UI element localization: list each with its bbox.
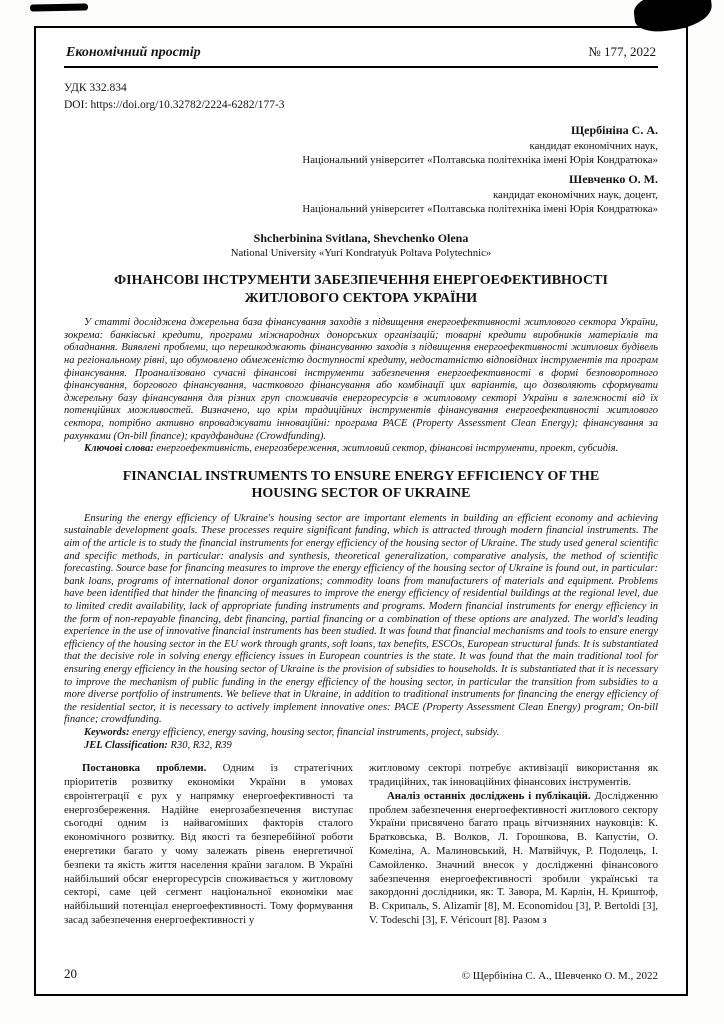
article-meta xyxy=(64,80,658,113)
paragraph xyxy=(64,762,353,928)
header-divider xyxy=(64,66,658,68)
keywords-uk-text: енергоефективність, енергозбереження, житловий сектор, фінансові інструменти, проект, субсидія. xyxy=(156,443,619,455)
column-left xyxy=(64,762,353,928)
paragraph-text: житловому секторі потребує активізації використання як традиційних, так інноваційних фінансових інструментів. xyxy=(369,762,658,788)
keywords-en xyxy=(64,727,658,740)
scan-artifact-top-right xyxy=(632,0,714,34)
author-name: Шевченко О. М. xyxy=(569,172,658,186)
author-degree: кандидат економічних наук, xyxy=(529,139,658,152)
author-entry xyxy=(64,123,658,167)
article-title-en: FINANCIAL INSTRUMENTS TO ENSURE ENERGY EFFICIENCY OF THE HOUSING SECTOR OF UKRAINE xyxy=(122,468,600,502)
doi-line: DOI: https://doi.org/10.32782/2224-6282/177-3 xyxy=(64,98,285,111)
paragraph xyxy=(369,790,658,928)
body-columns xyxy=(64,762,658,928)
journal-header xyxy=(64,42,658,61)
udc-code: УДК 332.834 xyxy=(64,82,127,94)
authors-block-en xyxy=(64,231,658,261)
page-number: 20 xyxy=(64,966,77,981)
authors-block-uk xyxy=(64,123,658,220)
authors-en-names: Shcherbinina Svitlana, Shevchenko Olena xyxy=(253,230,469,245)
author-degree: кандидат економічних наук, доцент, xyxy=(492,188,658,201)
paragraph-lead: Аналіз останніх досліджень і публікацій. xyxy=(387,789,591,802)
jel-line xyxy=(64,740,658,753)
journal-title: Економічний простір xyxy=(66,45,201,60)
keywords-uk-label: Ключові слова: xyxy=(84,443,154,455)
author-affiliation: Національний університет «Полтавська політехніка імені Юрія Кондратюка» xyxy=(302,153,658,166)
page-border xyxy=(34,26,688,996)
keywords-uk xyxy=(64,443,658,456)
paragraph-text: Одним із стратегічних пріоритетів розвитку економіки України в умовах євроінтеграції є рух у напрямку енергоефективності та енергозбереження. Надійне енергозабезпечення виступає сьогодні одним із найвагоміших факторів сталого економічного розвитку. Від якості та безперебійної роботи енергетики багато у чому залежать рівень енергетичної безпеки та якість життя населення країни загалом. В Україні найбільший обсяг енергоресурсів споживається у житловому секторі, саме цей сегмент національної економіки має найбільший потенціал енергоефективності. Тому формування засад забезпечення енергоефективності у xyxy=(64,762,353,927)
abstract-en xyxy=(64,513,658,752)
keywords-en-text: energy efficiency, energy saving, housing sector, financial instruments, project, subsidy. xyxy=(132,726,500,738)
authors-en-affiliation: National University «Yuri Kondratyuk Poltava Polytechnic» xyxy=(230,247,492,260)
author-entry xyxy=(64,172,658,216)
abstract-uk xyxy=(64,317,658,456)
keywords-en-label: Keywords: xyxy=(84,726,130,738)
copyright-notice: © Щербініна С. А., Шевченко О. М., 2022 xyxy=(461,970,658,982)
paragraph xyxy=(369,762,658,790)
abstract-en-text: Ensuring the energy efficiency of Ukraine's housing sector are important elements in building an efficient economy and achieving sustainable development goals. These processes require significant funding, which is attracted through modern financial instruments. The aim of the article is to study the financial instruments for energy efficiency of the housing sector of Ukraine. The study used general scientific and specific methods, in particular: analysis and synthesis, theoretical generalization, comparative analysis, the method of scientific forecasting. Source base for financing measures to improve the energy efficiency of the housing sector of Ukraine is found out, in particular: bank loans, programs of international donor organizations; commodity loans from manufacturers of materials and equipment. Problems have been identified that hinder the financing of measures to improve the energy efficiency of residential buildings at the regional level, due to limited credit availability, lack of appropriate funding instruments and programs. Modern financial instruments for energy efficiency in the form of non-repayable financing, debt financing, partial financing or a combination of these options are analyzed. The world's leading experience in the use of innovative financial instruments has been studied. It was found that financial mechanisms and tools to ensure energy efficiency of the housing sector in the EU work through grants, soft loans, tax benefits, ESCOs, European structural funds. It is substantiated that the decisive role in solving energy efficiency issues in European countries is the state. It was found that the main traditional tool for ensuring energy efficiency in the housing sector of Ukraine is the provision of subsidies to households. It is substantiated that it is necessary to improve the mechanism of public funding in the energy efficiency of the housing sector, in particular the transition from subsidies to a more diverse portfolio of instruments. We believe that in Ukraine, in addition to traditional instruments for financing the energy efficiency of the residential sector, it is necessary to actively implement innovative ones: PACE (Property Assessment Clean Energy) program; On-bill finance; crowdfunding. xyxy=(64,512,658,726)
scan-artifact-top-left xyxy=(30,3,88,11)
author-name: Щербініна С. А. xyxy=(570,123,658,138)
paragraph-lead: Постановка проблеми. xyxy=(82,762,207,775)
jel-label: JEL Classification: xyxy=(84,739,168,751)
author-affiliation: Національний університет «Полтавська політехніка імені Юрія Кондратюка» xyxy=(302,202,658,215)
column-right xyxy=(369,762,658,928)
page-footer xyxy=(64,958,658,982)
paragraph-text: Дослідженню проблем забезпечення енергоефективності житлового сектору України присвячено багато праць вітчизняних науковців: К. Братковська, В. Волков, Л. Горошкова, В. Капустін, О. Комеліна, А. Малиновський, Н. Матвійчук, Р. Подолець, І. Самойленко. Значний внесок у дослідженні фінансового забезпечення енергоефективності зробили українські та закордонні дослідники, як: Т. Завора, М. Карлін, Н. Криштоф, В. Скрипаль, S. Alizamir [8], M. Economidou [3], P. Bertoldi [3], V. Todeschi [3], F. Véricourt [8]. Разом з xyxy=(369,789,658,927)
jel-values: R30, R32, R39 xyxy=(170,739,232,751)
article-title-uk: ФІНАНСОВІ ІНСТРУМЕНТИ ЗАБЕЗПЕЧЕННЯ ЕНЕРГОЕФЕКТИВНОСТІ ЖИТЛОВОГО СЕКТОРА УКРАЇНИ xyxy=(114,273,608,306)
abstract-uk-text: У статті досліджена джерельна база фінансування заходів з підвищення енергоефективності житлового сектора України, зокрема: банківські кредити, програми міжнародних донорських організацій; товарні кредити виробників матеріалів та обладнання. Виявлені проблеми, що перешкоджають фінансуванню заходів з підвищення енергоефективності житлових будівель на регіональному рівні, що обумовлено обмеженістю доступності кредиту, недостатністю відповідних інструментів та програм фінансування. Проаналізовано сучасні фінансові інструменти забезпечення енергоефективності в формі безповоротного фінансування, боргового фінансування, часткового фінансування або комбінації цих варіантів, що дозволяють сформувати джерельну базу фінансування для різних груп споживачів енергоресурсів в житловому секторі України в залежності від їх потенційних можливостей. Визначено, що крім традиційних інструментів фінансування енергоефективності житлового сектора, потрібно активно впроваджувати інноваційні: програма PACE (Property Assessment Clean Energy); фінансування за рахунками (On-bill finance); краудфандинг (Crowdfunding). xyxy=(64,317,658,442)
issue-number: № 177, 2022 xyxy=(588,44,656,59)
